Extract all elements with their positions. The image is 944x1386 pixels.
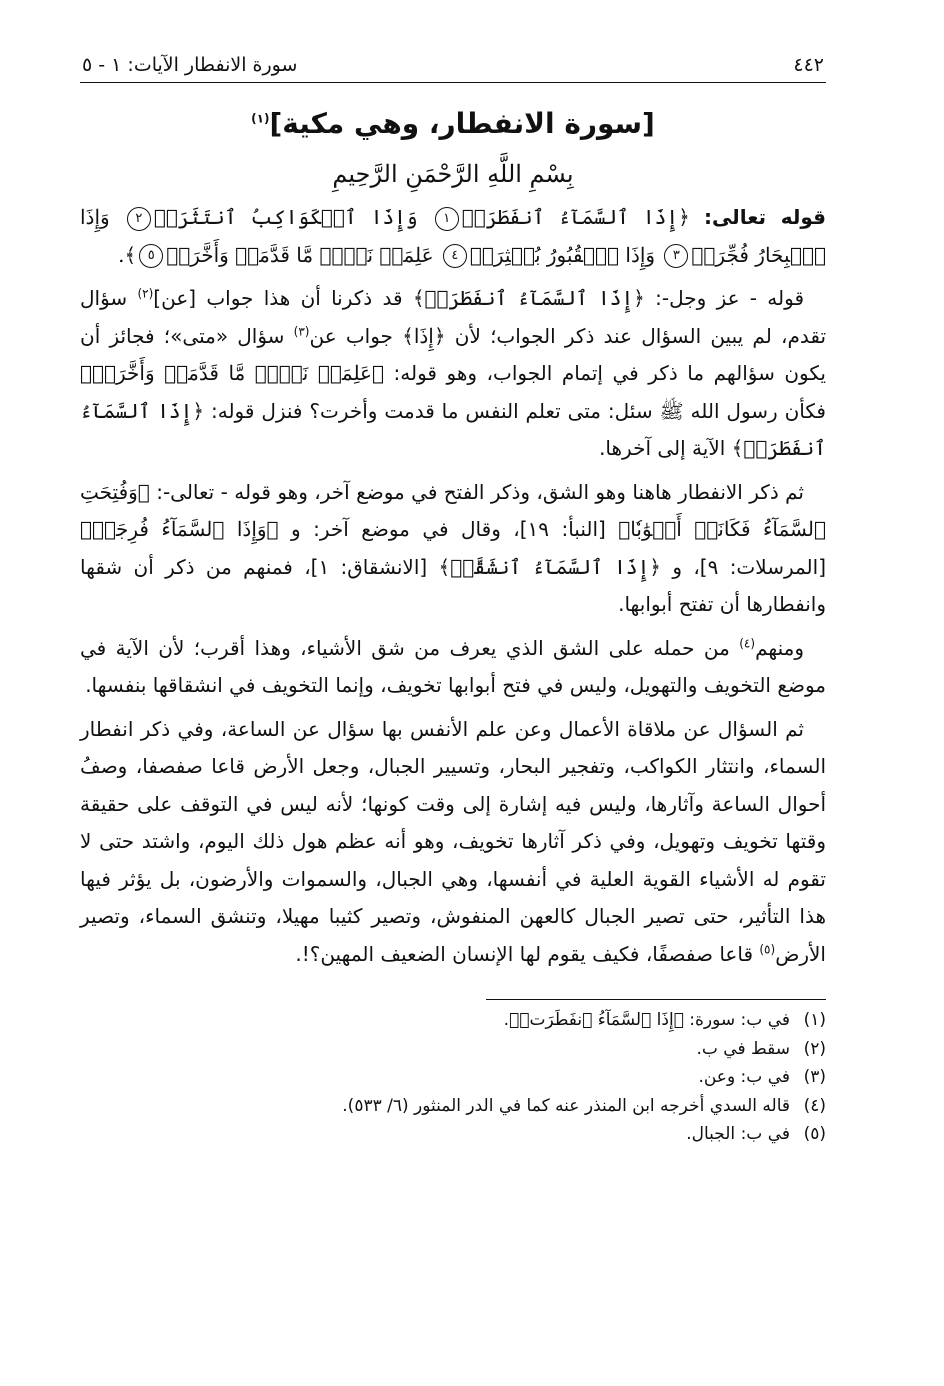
- footnote-text: في ب: الجبال.: [686, 1124, 790, 1144]
- paragraph-4: [80, 711, 826, 974]
- ayah-1: إِذَا ٱلسَّمَآءُ ٱنفَطَرَتۡ: [461, 205, 679, 229]
- p1-quote-3: ﴿عَلِمَتۡ نَفۡسٞ مَّا قَدَّمَتۡ وَأَخَّرَتۡ﴾: [80, 361, 384, 385]
- footnote-text: في ب: سورة: ﴿إِذَا ٱلسَّمَآءُ ٱنفَطَرَتۡ﴾.: [503, 1010, 790, 1030]
- footnote-text: في ب: وعن.: [698, 1067, 790, 1087]
- p1-text-1: قوله - عز وجل-:: [644, 286, 805, 310]
- ayah-number-3: ٣: [664, 244, 688, 268]
- ayah-number-5: ٥: [139, 244, 163, 268]
- footnote-4: [80, 1092, 826, 1121]
- paragraph-2: [80, 474, 826, 624]
- footnote-2: [80, 1035, 826, 1064]
- ayah-2: وَإِذَا ٱلۡكَوَاكِبُ ٱنتَثَرَتۡ: [153, 205, 418, 229]
- p1-quote-4: ﴿إِذَا ٱلسَّمَآءُ ٱنفَطَرَتۡ﴾: [80, 398, 826, 460]
- title-footnote-marker: (١): [251, 111, 270, 126]
- ayah-number-2: ٢: [127, 207, 151, 231]
- p2-text-1: ثم ذكر الانفطار هاهنا وهو الشق، وذكر الفتح في موضع آخر، وهو قوله - تعالى-:: [149, 479, 804, 504]
- surah-title-text: [سورة الانفطار، وهي مكية]: [269, 107, 655, 140]
- footnote-marker-2: (٢): [137, 286, 154, 301]
- ayah-4: وَإِذَا ٱلۡقُبُورُ بُعۡثِرَتۡ: [469, 242, 656, 267]
- p2-text-4: [الانشقاق: ١]، فمنهم من ذكر أن شقها وانفطارها أن تفتح أبوابها.: [80, 554, 826, 616]
- footnote-number: (١): [803, 1010, 826, 1030]
- p1-text-5: سؤال «متى»؛ فجائز أن يكون سؤالهم ما ذكر في إتمام الجواب، وهو قوله:: [80, 323, 826, 385]
- p1-text-6: فكأن رسول الله ﷺ سئل: متى تعلم النفس ما قدمت وأخرت؟ فنزل قوله:: [204, 398, 826, 423]
- ayah-number-4: ٤: [443, 244, 467, 268]
- ayah-paragraph: [80, 199, 826, 274]
- p2-quote-3: ﴿إِذَا ٱلسَّمَآءُ ٱنشَقَّتۡ﴾: [438, 554, 662, 579]
- p1-text-7: الآية إلى آخرها.: [599, 436, 732, 460]
- ayah-5: عَلِمَتۡ نَفۡسٞ مَّا قَدَّمَتۡ وَأَخَّرَتۡ: [166, 242, 434, 267]
- book-page: [80, 50, 826, 1346]
- running-header: [80, 50, 826, 80]
- main-text: [80, 199, 826, 973]
- ayah-close-bracket: ﴾.: [118, 242, 137, 267]
- p3-text-1: ومنهم: [755, 635, 804, 660]
- footnote-number: (٢): [803, 1038, 826, 1059]
- footnote-marker-4: (٤): [739, 635, 756, 650]
- surah-title: [80, 105, 826, 143]
- p2-quote-1: ﴿وَفُتِحَتِ ٱلسَّمَآءُ فَكَانَتۡ أَبۡوَٰبٗا﴾: [80, 479, 826, 541]
- qawl-label: قوله تعالى:: [703, 205, 827, 229]
- p2-quote-2: ﴿وَإِذَا ٱلسَّمَآءُ فُرِجَتۡ﴾: [80, 517, 279, 541]
- p2-text-3: [المرسلات: ٩]، و: [661, 554, 827, 579]
- p1-quote-1: ﴿إِذَا ٱلسَّمَآءُ ٱنفَطَرَتۡ﴾: [412, 286, 645, 310]
- footnote-number: (٥): [803, 1124, 826, 1144]
- footnote-marker-3: (٣): [293, 323, 310, 338]
- ayah-open-bracket: ﴿: [678, 205, 704, 229]
- ayah-3: وَإِذَا ٱلۡبِحَارُ فُجِّرَتۡ: [80, 205, 826, 267]
- basmala: بِسْمِ اللَّهِ الرَّحْمَنِ الرَّحِيمِ: [332, 160, 574, 188]
- footnote-1: [80, 1006, 826, 1035]
- p2-text-2: [النبأ: ١٩]، وقال في موضع آخر: و: [278, 517, 619, 541]
- p4-text-1: ثم السؤال عن ملاقاة الأعمال وعن علم الأنفس بها سؤال عن الساعة، وفي ذكر انفطار السماء، وانتثار الكواكب، وتفجير البحار، وتسيير الجبال، وجعل الأرض قاعا صفصفا، وصفُ أحوال الساعة وآثارها، وليس فيه إشارة إلى وقت كونها؛ لأنه ليس في التوقف على حقيقة وقتها تخويف وتهويل، وفي ذكر آثارها تخويف، وهو أنه عظم هول ذلك اليوم، واشتد حتى لا تقوم له الأشياء القوية العلية في أنفسها، وهي الجبال، والسموات والأرضون، بل يؤثر فيها هذا التأثير، حتى تصير الجبال كالعهن المنفوش، وتصير كثيبا مهيلا، وتنشق السماء، وتصير الأرض: [80, 716, 826, 966]
- p1-text-4: جواب عن: [309, 323, 403, 348]
- footnote-rule: [486, 999, 826, 1000]
- footnote-number: (٤): [803, 1095, 826, 1116]
- page-number: ٤٤٢: [793, 54, 824, 76]
- p4-text-2: قاعا صفصفًا، فكيف يقوم لها الإنسان الضعيف المهين؟!.: [295, 941, 760, 966]
- p1-text-2: قد ذكرنا أن هذا جواب [عن]: [153, 286, 413, 310]
- p1-text-3: سؤال تقدم، لم يبين السؤال عند ذكر الجواب؛ لأن: [80, 286, 827, 348]
- footnote-text: قاله السدي أخرجه ابن المنذر عنه كما في الدر المنثور (٦/ ٥٣٣).: [342, 1095, 790, 1116]
- footnote-text: سقط في ب.: [696, 1038, 790, 1059]
- p1-quote-2: ﴿إِذَا﴾: [402, 323, 446, 348]
- paragraph-1: [80, 280, 826, 468]
- running-title: سورة الانفطار الآيات: ١ - ٥: [82, 54, 298, 76]
- header-rule: [80, 82, 826, 83]
- paragraph-3: [80, 630, 826, 705]
- p3-text-2: من حمله على الشق الذي يعرف من شق الأشياء، وهذا أقرب؛ لأن الآية في موضع التخويف والتهويل، وليس في فتح أبوابها تخويف، وإنما التخويف في انشقاقها بنفسها.: [80, 635, 826, 697]
- footnote-marker-5: (٥): [759, 941, 776, 956]
- ayah-number-1: ١: [435, 207, 459, 231]
- footnotes: [80, 1006, 826, 1149]
- footnote-5: [80, 1120, 826, 1149]
- footnote-3: [80, 1063, 826, 1092]
- footnote-number: (٣): [803, 1067, 826, 1087]
